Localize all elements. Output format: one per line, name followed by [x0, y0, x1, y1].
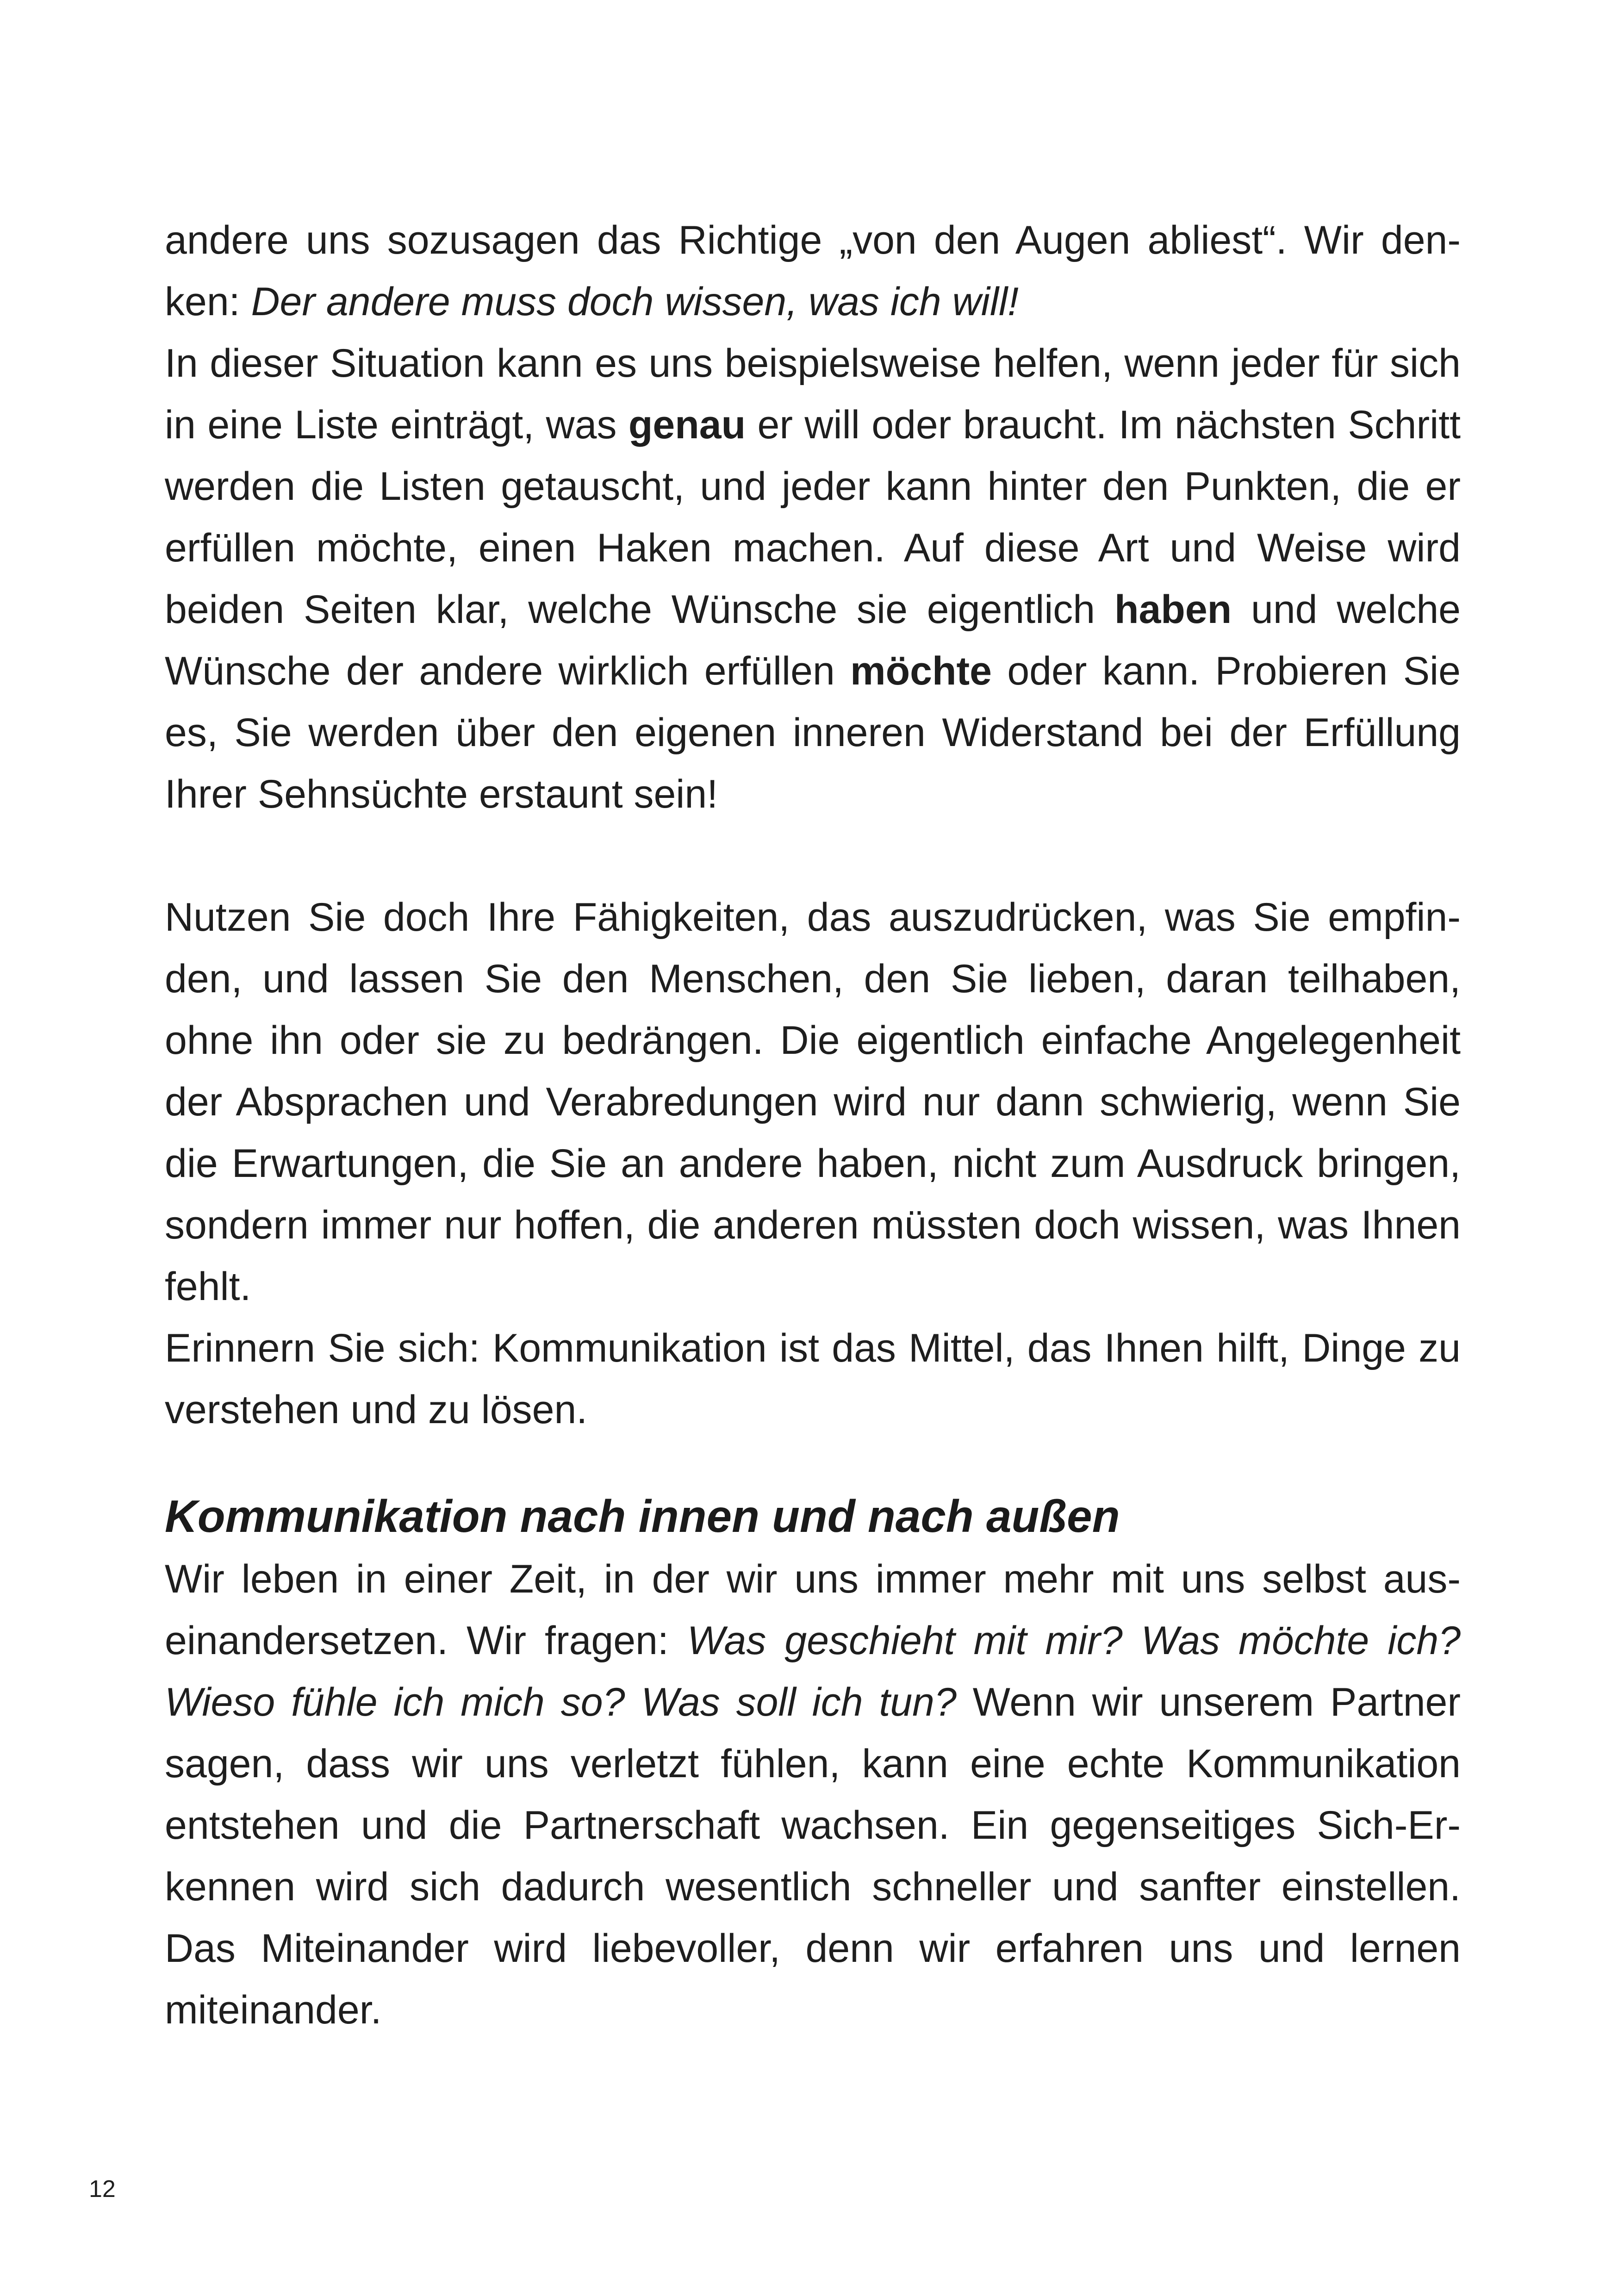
page-number: 12: [89, 2176, 116, 2203]
paragraph-1-italic-quote: Der andere muss doch wissen, was ich will!: [251, 280, 1019, 324]
paragraph-2-bold-moechte: möchte: [850, 649, 992, 693]
paragraph-5-text-c: Wenn wir unserem Partner sagen, dass wir uns verletzt fühlen, kann eine echte Kommunikation entstehen und die Partnerschaft wachsen. Ein gegenseitiges Sich-Erkennen wird sich dadurch wesentlich schneller und sanfter einstellen. Das Miteinander wird liebevoller, denn wir erfahren uns und lernen miteinander.: [165, 1680, 1461, 2032]
paragraph-4-text: Erinnern Sie sich: Kommunikation ist das Mittel, das Ihnen hilft, Dinge zu verstehen und zu lösen.: [165, 1326, 1461, 1432]
paragraph-5: [165, 1549, 1461, 2041]
section-heading: Kommunikation nach innen und nach außen: [165, 1491, 1120, 1542]
paragraph-3: [165, 887, 1461, 1318]
paragraph-2-text-c: er will oder braucht. Im nächsten Schritt werden die Listen getauscht, und jeder kann hinter den Punkten, die er erfüllen möchte, einen Haken machen. Auf diese Art und Weise wird beiden Seiten klar, welche Wünsche sie eigentlich: [165, 403, 1461, 632]
paragraph-spacer: [165, 825, 1461, 887]
paragraph-2-text-e: und welche Wünsche der andere wirklich erfüllen: [165, 587, 1461, 693]
paragraph-2-bold-haben: haben: [1114, 587, 1232, 632]
paragraph-1-text: andere uns sozusagen das Richtige „von den Augen abliest“. Wir denken:: [165, 218, 1461, 324]
paragraph-5-text-a: Wir leben in einer Zeit, in der wir uns immer mehr mit uns selbst auseinandersetzen. Wir fragen:: [165, 1557, 1461, 1663]
paragraph-5-italic-questions: Was geschieht mit mir? Was möchte ich? Wieso fühle ich mich so? Was soll ich tun?: [165, 1618, 1461, 1724]
paragraph-3-text: Nutzen Sie doch Ihre Fähigkeiten, das auszudrücken, was Sie empfinden, und lassen Sie den Menschen, den Sie lieben, daran teilhaben, ohne ihn oder sie zu bedrängen. Die eigentlich einfache Angelegenheit der Absprachen und Verabredungen wird nur dann schwierig, wenn Sie die Erwartungen, die Sie an andere haben, nicht zum Ausdruck bringen, sondern immer nur hoffen, die anderen müssten doch wissen, was Ihnen fehlt.: [165, 895, 1461, 1309]
paragraph-1: [165, 210, 1461, 333]
paragraph-4: [165, 1318, 1461, 1441]
paragraph-2: [165, 333, 1461, 825]
paragraph-2-text-a: In dieser Situation kann es uns beispielsweise helfen, wenn jeder für sich in eine Liste einträgt, was: [165, 341, 1461, 447]
paragraph-2-text-g: oder kann. Probieren Sie es, Sie werden über den eigenen inneren Widerstand bei der Erfüllung Ihrer Sehnsüchte erstaunt sein!: [165, 649, 1461, 816]
paragraph-2-bold-genau: genau: [628, 403, 746, 447]
body-text: [165, 210, 1461, 2041]
